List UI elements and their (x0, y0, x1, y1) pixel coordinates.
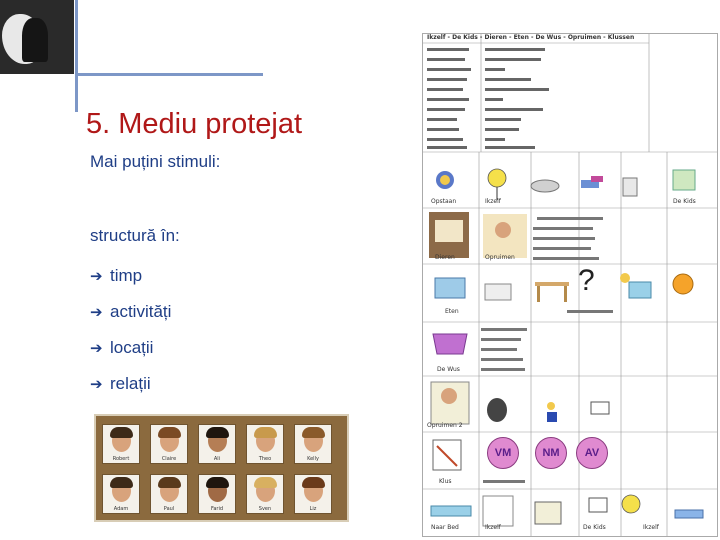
badge-vm: VM (487, 437, 519, 469)
list-line (481, 368, 525, 371)
photo-tile (198, 424, 236, 464)
photo-name: Ali (213, 456, 221, 462)
caption-de-kids: De Kids (673, 198, 696, 205)
caption-eten: Eten (445, 308, 459, 315)
arrow-right-icon: ➔ (90, 340, 103, 357)
bullet-text: relații (110, 374, 151, 393)
list-line (533, 257, 599, 260)
caption-naar-bed: Naar Bed (431, 524, 459, 531)
list-line (481, 348, 517, 351)
schedule-grid (423, 34, 717, 536)
accent-vertical-line (75, 0, 78, 112)
accent-horizontal-line (75, 73, 263, 76)
list-line (567, 310, 613, 313)
list-line (483, 480, 525, 483)
photo-tile (150, 424, 188, 464)
caption-klus: Klus (439, 478, 452, 485)
schedule-header: Ikzelf - De Kids - Dieren - Eten - De Wus - Opruimen - Klussen (427, 34, 635, 41)
list-line (533, 247, 591, 250)
question-mark-symbol: ? (578, 264, 595, 297)
schedule-pictograms (429, 169, 703, 526)
photo-name: Robert (112, 456, 130, 462)
list-line (481, 338, 521, 341)
structure-label: structură în: (90, 226, 180, 245)
bullet-text: timp (110, 266, 143, 285)
visual-schedule (422, 33, 718, 537)
photo-tile (102, 424, 140, 464)
photo-tile (294, 474, 332, 514)
photo-name: Theo (258, 456, 272, 462)
photo-tile (198, 474, 236, 514)
photo-board (94, 414, 349, 522)
photo-tile (246, 474, 284, 514)
photo-name: Adam (113, 506, 129, 512)
caption-ikzelf-2: Ikzelf (485, 524, 501, 531)
bullet-text: activități (110, 302, 172, 321)
list-line (537, 217, 603, 220)
slide-subtitle: Mai puțini stimuli: (90, 152, 221, 171)
photo-name: Kelly (307, 456, 319, 462)
badge-av: AV (576, 437, 608, 469)
photo-name: Sven (258, 506, 272, 512)
arrow-right-icon: ➔ (90, 376, 103, 393)
caption-opstaan: Opstaan (431, 198, 457, 205)
photo-tile (150, 474, 188, 514)
caption-ikzelf-3: Ikzelf (643, 524, 659, 531)
photo-tile (102, 474, 140, 514)
photo-name: Claire (161, 456, 177, 462)
caption-opruimen: Opruimen (485, 254, 515, 261)
list-line (533, 237, 595, 240)
list-line (481, 358, 523, 361)
slide-title: 5. Mediu protejat (86, 108, 303, 140)
list-line (481, 328, 527, 331)
photo-name: Farid (210, 506, 224, 512)
photo-tile (246, 424, 284, 464)
photo-tile (294, 424, 332, 464)
list-line (533, 227, 593, 230)
caption-de-kids-2: De Kids (583, 524, 606, 531)
bullet-item (90, 330, 171, 366)
photo-name: Liz (309, 506, 317, 512)
bullet-item (90, 294, 171, 330)
bullet-item (90, 258, 171, 294)
badge-nm: NM (535, 437, 567, 469)
caption-opruimen-2: Opruimen 2 (427, 422, 463, 429)
caption-ikzelf: Ikzelf (485, 198, 501, 205)
caption-de-wus: De Wus (437, 366, 460, 373)
caption-dieren: Dieren (435, 254, 455, 261)
photo-name: Paul (163, 506, 175, 512)
bullet-list (90, 258, 171, 402)
arrow-right-icon: ➔ (90, 304, 103, 321)
logo-photo (0, 0, 74, 74)
bullet-text: locații (110, 338, 154, 357)
bullet-item (90, 366, 171, 402)
arrow-right-icon: ➔ (90, 268, 103, 285)
